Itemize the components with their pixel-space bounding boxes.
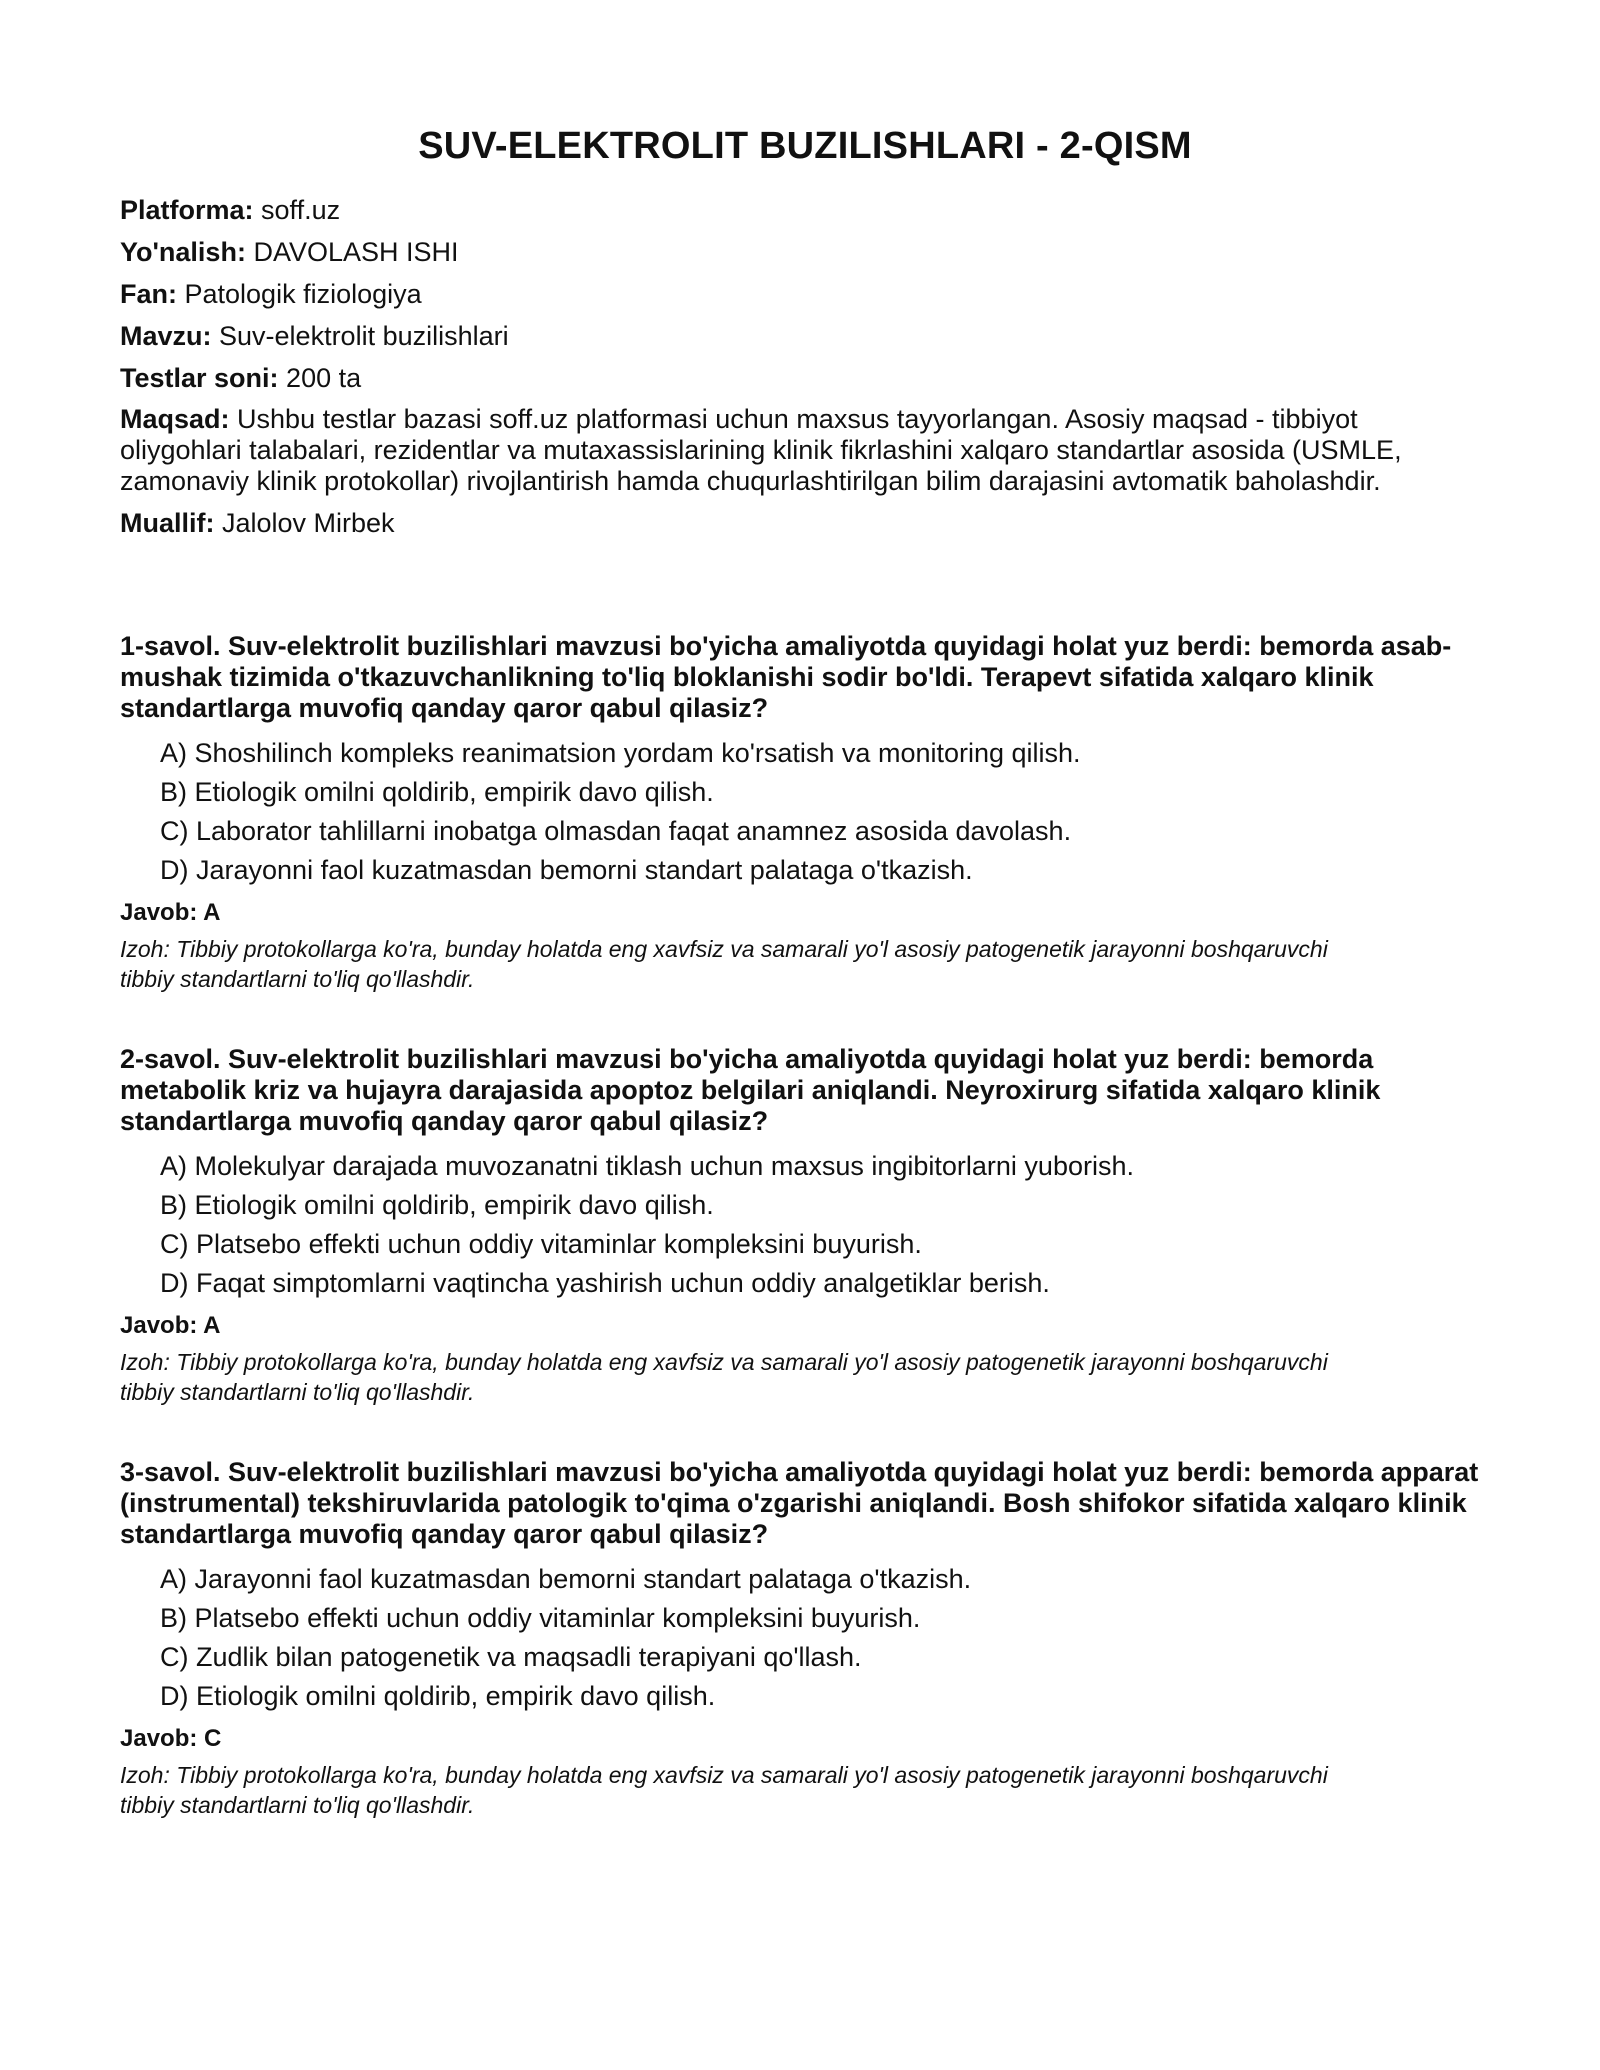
meta-subject	[120, 278, 1490, 310]
option-c: C) Zudlik bilan patogenetik va maqsadli terapiyani qo'llash.	[160, 1642, 862, 1672]
meta-direction	[120, 236, 1490, 268]
meta-key: Maqsad:	[120, 404, 230, 434]
meta-value: Jalolov Mirbek	[214, 508, 395, 538]
document-page	[120, 0, 1490, 1870]
meta-platform	[120, 194, 1490, 226]
meta-value: 200 ta	[278, 363, 362, 393]
question-text: 2-savol. Suv-elektrolit buzilishlari mavzusi bo'yicha amaliyotda quyidagi holat yuz berdi: bemorda metabolik kriz va hujayra darajasida apoptoz belgilari aniqlandi. Neyroxirurg sifatida xalqaro klinik standartlarga muvofiq qanday qaror qabul qilasiz?	[120, 1044, 1381, 1136]
meta-key: Testlar soni:	[120, 363, 279, 393]
meta-key: Mavzu:	[120, 321, 212, 351]
meta-value: Suv-elektrolit buzilishlari	[211, 321, 509, 351]
question-3	[120, 1457, 1490, 1820]
meta-topic	[120, 320, 1490, 352]
question-text: 1-savol. Suv-elektrolit buzilishlari mavzusi bo'yicha amaliyotda quyidagi holat yuz berdi: bemorda asab-mushak tizimida o'tkazuvchanlikning to'liq bloklanishi sodir bo'ldi. Terapevt sifatida xalqaro klinik standartlarga muvofiq qanday qaror qabul qilasiz?	[120, 631, 1452, 723]
option-d: D) Jarayonni faol kuzatmasdan bemorni standart palataga o'tkazish.	[160, 855, 973, 885]
correct-answer: Javob: A	[120, 1312, 221, 1339]
correct-answer: Javob: C	[120, 1725, 222, 1752]
meta-purpose	[120, 404, 1450, 497]
answer-options	[120, 1151, 1490, 1299]
explanation: Izoh: Tibbiy protokollarga ko'ra, bunday holatda eng xavfsiz va samarali yo'l asosiy patogenetik jarayonni boshqaruvchi tibbiy standartlarni to'liq qo'llashdir.	[120, 936, 1328, 992]
option-a: A) Molekulyar darajada muvozanatni tiklash uchun maxsus ingibitorlarni yuborish.	[160, 1151, 1134, 1181]
option-c: C) Platsebo effekti uchun oddiy vitaminlar kompleksini buyurish.	[160, 1229, 922, 1259]
question-2	[120, 1044, 1490, 1407]
explanation: Izoh: Tibbiy protokollarga ko'ra, bunday holatda eng xavfsiz va samarali yo'l asosiy patogenetik jarayonni boshqaruvchi tibbiy standartlarni to'liq qo'llashdir.	[120, 1349, 1328, 1405]
question-1	[120, 631, 1490, 994]
question-text: 3-savol. Suv-elektrolit buzilishlari mavzusi bo'yicha amaliyotda quyidagi holat yuz berdi: bemorda apparat (instrumental) tekshiruvlarida patologik to'qima o'zgarishi aniqlandi. Bosh shifokor sifatida xalqaro klinik standartlarga muvofiq qanday qaror qabul qilasiz?	[120, 1457, 1479, 1549]
meta-key: Platforma:	[120, 195, 254, 225]
answer-options	[120, 738, 1490, 886]
option-d: D) Faqat simptomlarni vaqtincha yashirish uchun oddiy analgetiklar berish.	[160, 1268, 1050, 1298]
meta-test-count	[120, 362, 1490, 394]
meta-value: soff.uz	[253, 195, 341, 225]
option-b: B) Etiologik omilni qoldirib, empirik davo qilish.	[160, 1190, 714, 1220]
meta-key: Yo'nalish:	[120, 237, 246, 267]
questions-list	[120, 631, 1490, 1820]
option-b: B) Etiologik omilni qoldirib, empirik davo qilish.	[160, 777, 714, 807]
option-a: A) Shoshilinch kompleks reanimatsion yordam ko'rsatish va monitoring qilish.	[160, 738, 1081, 768]
option-b: B) Platsebo effekti uchun oddiy vitaminlar kompleksini buyurish.	[160, 1603, 921, 1633]
meta-key: Fan:	[120, 279, 177, 309]
option-c: C) Laborator tahlillarni inobatga olmasdan faqat anamnez asosida davolash.	[160, 816, 1072, 846]
document-title: SUV-ELEKTROLIT BUZILISHLARI - 2-QISM	[418, 125, 1192, 167]
meta-value: Ushbu testlar bazasi soff.uz platformasi uchun maxsus tayyorlangan. Asosiy maqsad - tibbiyot oliygohlari talabalari, rezidentlar va mutaxassislarining klinik fikrlashini xalqaro standartlar asosida (USMLE, zamonaviy klinik protokollar) rivojlantirish hamda chuqurlashtirilgan bilim darajasini avtomatik baholashdir.	[120, 404, 1402, 496]
meta-author	[120, 507, 1490, 539]
correct-answer: Javob: A	[120, 899, 221, 926]
meta-value: Patologik fiziologiya	[177, 279, 422, 309]
option-a: A) Jarayonni faol kuzatmasdan bemorni standart palataga o'tkazish.	[160, 1564, 972, 1594]
option-d: D) Etiologik omilni qoldirib, empirik davo qilish.	[160, 1681, 716, 1711]
answer-options	[120, 1564, 1490, 1712]
explanation: Izoh: Tibbiy protokollarga ko'ra, bunday holatda eng xavfsiz va samarali yo'l asosiy patogenetik jarayonni boshqaruvchi tibbiy standartlarni to'liq qo'llashdir.	[120, 1762, 1328, 1818]
metadata-block	[120, 194, 1490, 539]
meta-value: DAVOLASH ISHI	[245, 237, 459, 267]
meta-key: Muallif:	[120, 508, 215, 538]
